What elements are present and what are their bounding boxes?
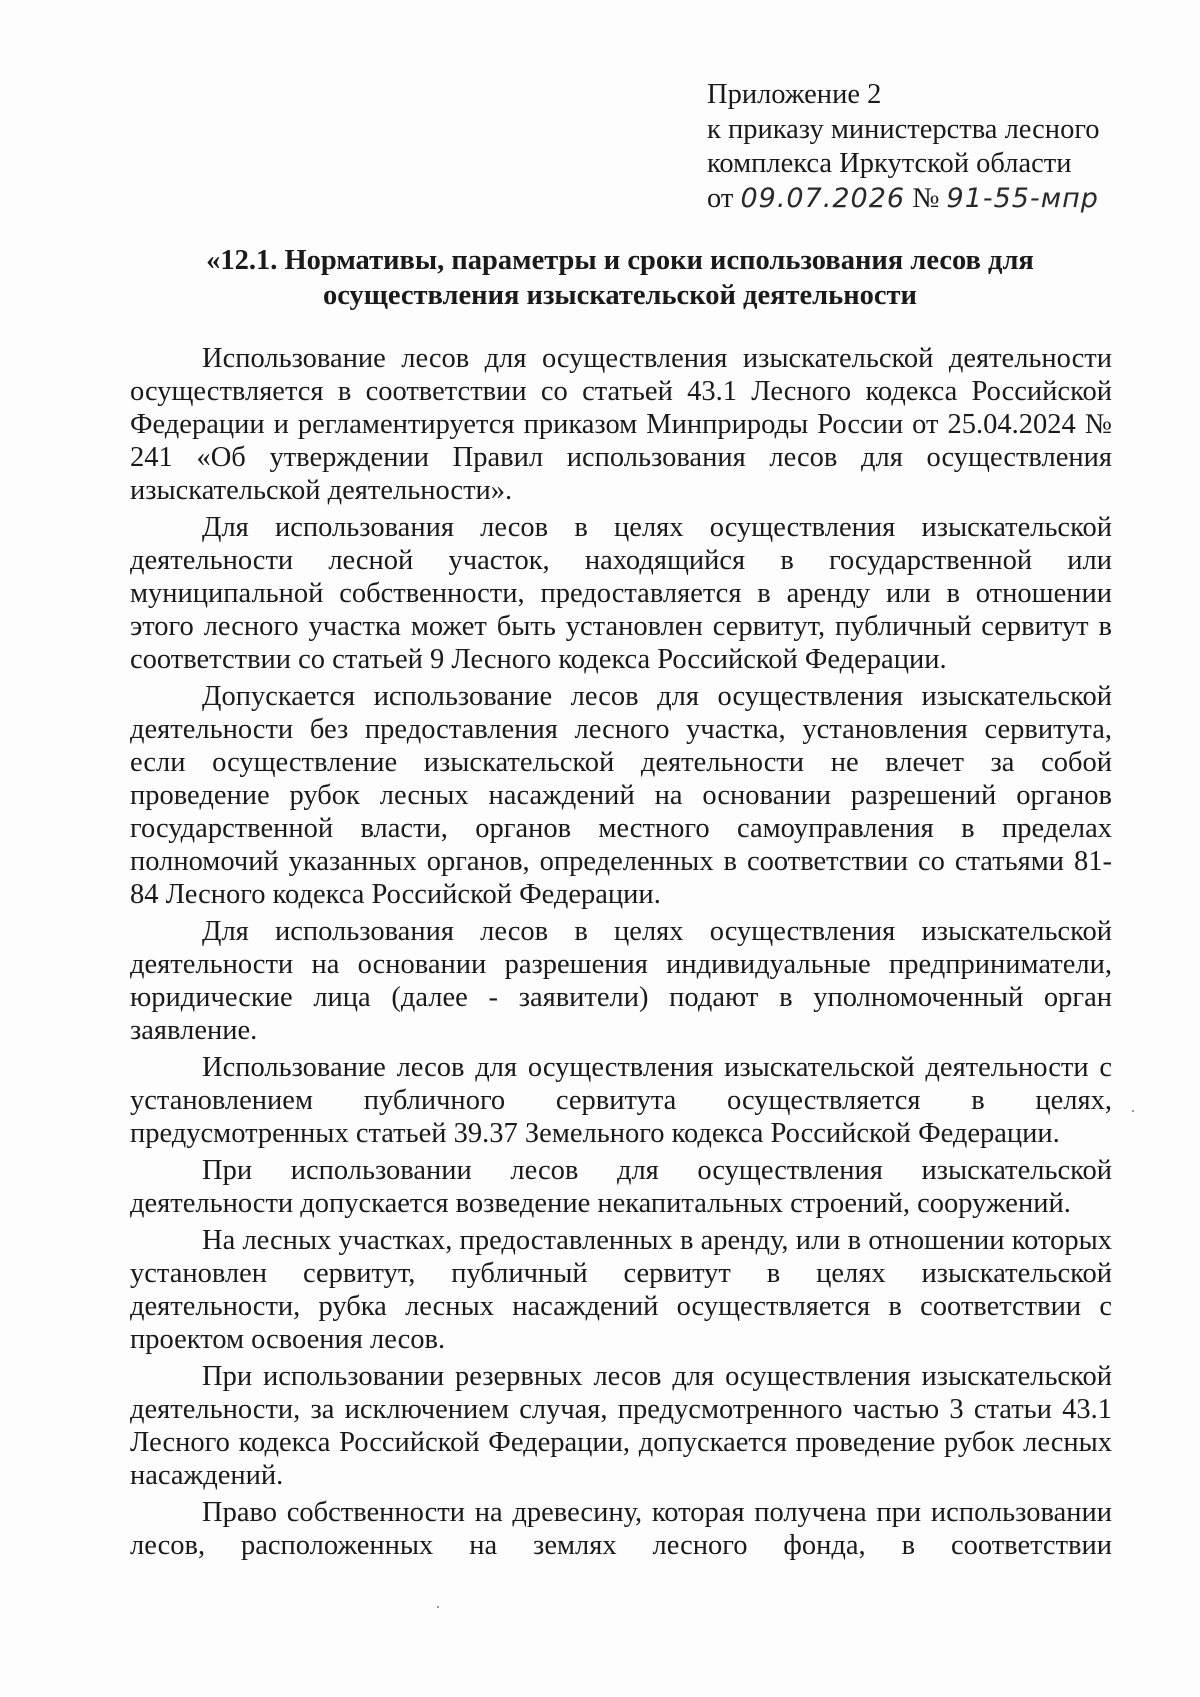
paragraph-8: При использовании резервных лесов для осуществления изыскательской деятельности, за исключением случая, предусмотренного частью 3 статьи 43.1 Лесного кодекса Российской Федерации, допускается проведение рубок лесных насаждений. (130, 1361, 1112, 1491)
paragraph-9: Право собственности на древесину, которая получена при использовании лесов, расположенных на землях лесного фонда, в соответствии (130, 1497, 1112, 1561)
handwritten-order-number: 91-55-мпр (946, 182, 1099, 214)
paragraph-4: Для использования лесов в целях осуществления изыскательской деятельности на основании разрешения индивидуальные предприниматели, юридические лица (далее - заявители) подают в уполномоченный орган заявление. (130, 916, 1112, 1046)
date-prefix: от (707, 182, 734, 214)
number-sign: № (912, 182, 940, 214)
appendix-header (707, 78, 1167, 216)
handwritten-date: 09.07.2026 (740, 182, 906, 214)
paragraph-6: При использовании лесов для осуществления изыскательской деятельности допускается возведение некапитальных строений, сооружений. (130, 1155, 1112, 1219)
paragraph-1: Использование лесов для осуществления изыскательской деятельности осуществляется в соответствии со статьей 43.1 Лесного кодекса Российской Федерации и регламентируется приказом Минприроды России от 25.04.2024 № 241 «Об утверждении Правил использования лесов для осуществления изыскательской деятельности». (130, 343, 1112, 506)
appendix-ministry-line: комплекса Иркутской области (707, 148, 1072, 179)
paragraph-3: Допускается использование лесов для осуществления изыскательской деятельности без предоставления лесного участка, установления сервитута, если осуществление изыскательской деятельности не влечет за собой проведение рубок лесных насаждений на основании разрешений органов государственной власти, органов местного самоуправления в пределах полномочий указанных органов, определенных в соответствии со статьями 81-84 Лесного кодекса Российской Федерации. (130, 681, 1112, 910)
appendix-order-line: к приказу министерства лесного (707, 113, 1100, 145)
appendix-date-line (707, 182, 1167, 217)
appendix-number: Приложение 2 (707, 79, 882, 110)
section-title-line-1: «12.1. Нормативы, параметры и сроки использования лесов для (206, 245, 1034, 276)
document-body (130, 342, 1112, 1566)
section-title-line-2: осуществления изыскательской деятельности (323, 280, 917, 311)
scan-speck (437, 1606, 439, 1608)
paragraph-5: Использование лесов для осуществления изыскательской деятельности с установлением публичного сервитута осуществляется в целях, предусмотренных статьей 39.37 Земельного кодекса Российской Федерации. (130, 1052, 1112, 1149)
scan-speck (1132, 1110, 1134, 1112)
section-title (130, 243, 1110, 313)
paragraph-7: На лесных участках, предоставленных в аренду, или в отношении которых установлен сервитут, публичный сервитут в целях изыскательской деятельности, рубка лесных насаждений осуществляется в соответствии с проектом освоения лесов. (130, 1225, 1112, 1355)
paragraph-2: Для использования лесов в целях осуществления изыскательской деятельности лесной участок, находящийся в государственной или муниципальной собственности, предоставляется в аренду или в отношении этого лесного участка может быть установлен сервитут, публичный сервитут в соответствии со статьей 9 Лесного кодекса Российской Федерации. (130, 512, 1112, 675)
